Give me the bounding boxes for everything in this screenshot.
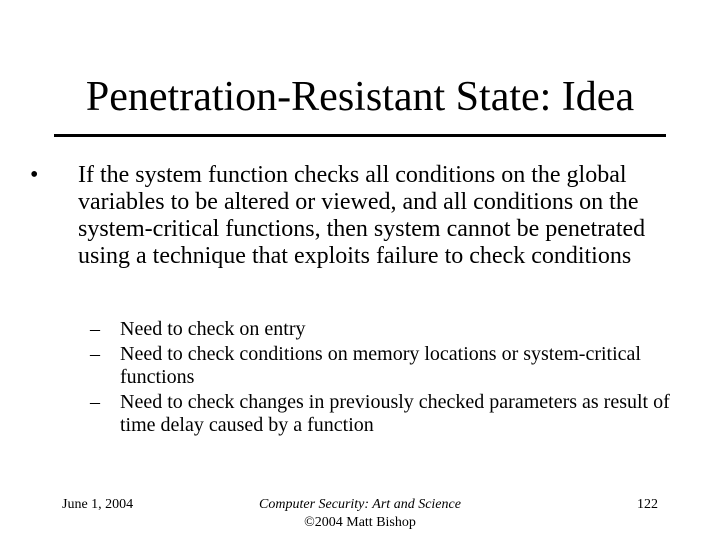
slide-title: Penetration-Resistant State: Idea xyxy=(85,74,635,120)
main-bullet-text: If the system function checks all conditions on the global variables to be altered or viewed, and all conditions on the system-critical functions, then system cannot be penetrated using a technique that exploits failure to check conditions xyxy=(78,162,646,269)
sub-bullet xyxy=(90,391,690,437)
sub-bullet-list xyxy=(90,318,690,439)
sub-bullet xyxy=(90,318,690,341)
sub-bullet-text: Need to check conditions on memory locations or system-critical functions xyxy=(120,343,641,388)
footer-date: June 1, 2004 xyxy=(62,497,134,512)
footer-page-number: 122 xyxy=(637,497,658,512)
dash-icon: – xyxy=(90,391,100,413)
sub-bullet xyxy=(90,343,690,389)
sub-bullet-text: Need to check on entry xyxy=(120,318,306,340)
sub-bullet-text: Need to check changes in previously checked parameters as result of time delay caused by a function xyxy=(120,391,670,436)
footer-book-title: Computer Security: Art and Science xyxy=(259,497,461,512)
dash-icon: – xyxy=(90,343,100,365)
footer-copyright: ©2004 Matt Bishop xyxy=(304,515,416,530)
footer-center xyxy=(0,496,720,532)
title-divider xyxy=(54,134,666,137)
bullet-icon: • xyxy=(30,162,39,188)
dash-icon: – xyxy=(90,318,100,340)
main-bullet xyxy=(30,162,690,270)
